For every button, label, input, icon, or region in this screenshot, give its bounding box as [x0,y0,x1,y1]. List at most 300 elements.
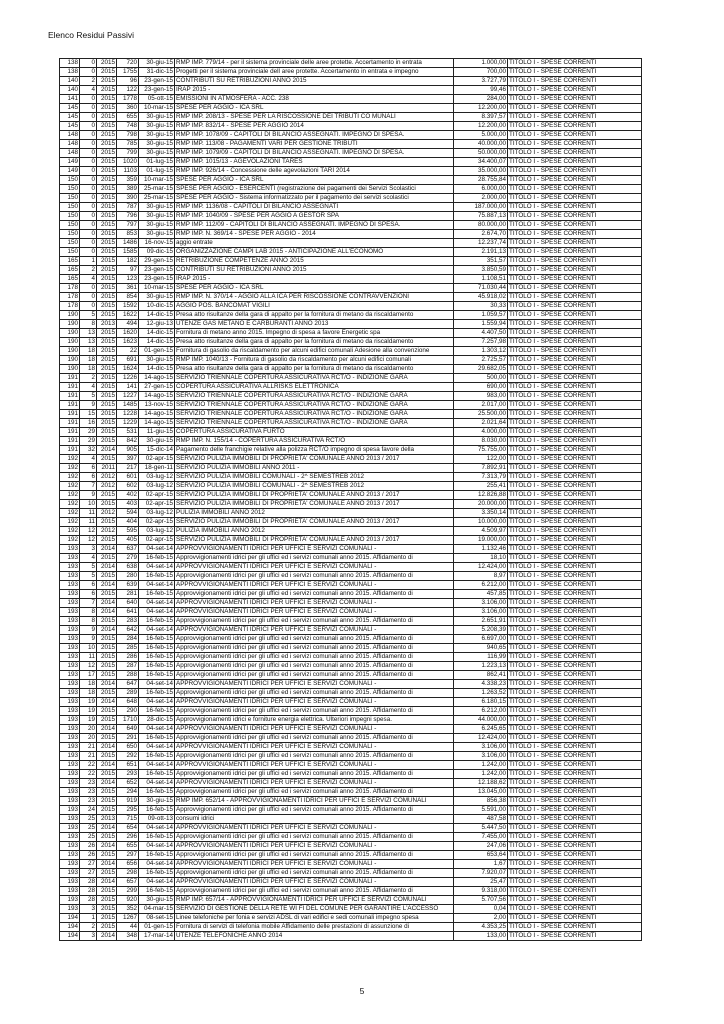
anno-cell: 2015 [97,266,117,275]
data-cell: 10-dic-15 [139,302,175,311]
descrizione-cell: RMP IMP. 779/14 - per il sistema provinciale delle aree protette. Accertamento in entrata [175,59,454,68]
titolo-cell: TITOLO I - SPESE CORRENTI [508,212,642,221]
anno-cell: 2015 [97,644,117,653]
table-row [60,842,642,851]
table-row [60,149,642,158]
table-row [60,536,642,545]
descrizione-cell: Approvvigionamenti idrici per gli uffici ed i servizi comunali anno 2015. Affidamento di [175,887,454,896]
descrizione-cell: Approvvigionamenti idrici per gli uffici ed i servizi comunali anno 2015. Affidamento di [175,806,454,815]
titolo-cell: TITOLO I - SPESE CORRENTI [508,797,642,806]
data-cell: 16-feb-15 [139,887,175,896]
anno-cell: 2014 [97,698,117,707]
descrizione-cell: Presa atto risultanze della gara di appalto per la fornitura di metano da riscaldamento [175,311,454,320]
anno-cell: 2015 [97,716,117,725]
impegno-cell: 397 [117,455,139,464]
anno-cell: 2015 [97,896,117,905]
impegno-cell: 642 [117,626,139,635]
articolo-cell: 32 [80,446,97,455]
descrizione-cell: Approvvigionamenti idrici per gli uffici ed i servizi comunali anno 2015. Affidamento di [175,653,454,662]
articolo-cell: 4 [80,383,97,392]
table-row [60,500,642,509]
anno-cell: 2012 [97,482,117,491]
capitolo-cell: 150 [60,239,80,248]
data-cell: 05-ott-15 [139,95,175,104]
articolo-cell: 3 [80,932,97,941]
table-row [60,860,642,869]
titolo-cell: TITOLO I - SPESE CORRENTI [508,698,642,707]
importo-cell: 12.200,00 [454,104,508,113]
table-row [60,905,642,914]
residui-table [59,58,642,941]
anno-cell: 2015 [97,194,117,203]
anno-cell: 2013 [97,320,117,329]
data-cell: 16-nov-15 [139,239,175,248]
impegno-cell: 785 [117,140,139,149]
titolo-cell: TITOLO I - SPESE CORRENTI [508,266,642,275]
capitolo-cell: 192 [60,473,80,482]
descrizione-cell: RMP IMP. 832/14 - SPESE PER AGGIO 2014 [175,122,454,131]
table-row [60,509,642,518]
data-cell: 23-gen-15 [139,266,175,275]
importo-cell: 856,38 [454,797,508,806]
articolo-cell: 0 [80,158,97,167]
importo-cell: 4.353,25 [454,923,508,932]
articolo-cell: 4 [80,275,97,284]
titolo-cell: TITOLO I - SPESE CORRENTI [508,590,642,599]
data-cell: 16-feb-15 [139,572,175,581]
importo-cell: 5.707,56 [454,896,508,905]
articolo-cell: 5 [80,392,97,401]
importo-cell: 5.447,50 [454,824,508,833]
anno-cell: 2015 [97,806,117,815]
descrizione-cell: Approvvigionamenti idrici per gli uffici ed i servizi comunali anno 2015. Affidamento di [175,869,454,878]
descrizione-cell: SERVIZIO TRIENNALE COPERTURA ASSICURATIVA RCT/O - INDIZIONE GARA [175,392,454,401]
titolo-cell: TITOLO I - SPESE CORRENTI [508,554,642,563]
importo-cell: 12.237,74 [454,239,508,248]
table-row [60,194,642,203]
anno-cell: 2015 [97,833,117,842]
impegno-cell: 359 [117,176,139,185]
descrizione-cell: SERVIZIO TRIENNALE COPERTURA ASSICURATIVA RCT/O - INDIZIONE GARA [175,401,454,410]
titolo-cell: TITOLO I - SPESE CORRENTI [508,680,642,689]
capitolo-cell: 141 [60,95,80,104]
importo-cell: 457,85 [454,590,508,599]
capitolo-cell: 193 [60,671,80,680]
data-cell: 16-feb-15 [139,752,175,761]
articolo-cell: 27 [80,860,97,869]
data-cell: 30-giu-15 [139,140,175,149]
capitolo-cell: 178 [60,302,80,311]
articolo-cell: 4 [80,455,97,464]
articolo-cell: 28 [80,878,97,887]
importo-cell: 7.455,00 [454,833,508,842]
impegno-cell: 648 [117,698,139,707]
capitolo-cell: 148 [60,131,80,140]
descrizione-cell: APPROVVIGIONAMENTI IDRICI PER UFFICI E SERVIZI COMUNALI - [175,743,454,752]
data-cell: 27-gen-15 [139,383,175,392]
data-cell: 30-giu-15 [139,113,175,122]
capitolo-cell: 192 [60,536,80,545]
titolo-cell: TITOLO I - SPESE CORRENTI [508,662,642,671]
articolo-cell: 12 [80,527,97,536]
articolo-cell: 27 [80,869,97,878]
importo-cell: 6.180,15 [454,698,508,707]
data-cell: 02-apr-15 [139,455,175,464]
data-cell: 04-set-14 [139,761,175,770]
data-cell: 04-mar-15 [139,905,175,914]
articolo-cell: 0 [80,221,97,230]
descrizione-cell: APPROVVIGIONAMENTI IDRICI PER UFFICI E SERVIZI COMUNALI - [175,698,454,707]
table-row [60,680,642,689]
descrizione-cell: Approvvigionamenti idrici per gli uffici ed i servizi comunali anno 2015. Affidamento di [175,572,454,581]
articolo-cell: 18 [80,347,97,356]
articolo-cell: 23 [80,797,97,806]
impegno-cell: 842 [117,437,139,446]
articolo-cell: 12 [80,662,97,671]
impegno-cell: 297 [117,851,139,860]
importo-cell: 3.106,00 [454,608,508,617]
titolo-cell: TITOLO I - SPESE CORRENTI [508,761,642,770]
table-row [60,671,642,680]
impegno-cell: 640 [117,599,139,608]
descrizione-cell: SERVIZIO TRIENNALE COPERTURA ASSICURATIVA RCT/O - INDIZIONE GARA [175,419,454,428]
articolo-cell: 29 [80,437,97,446]
titolo-cell: TITOLO I - SPESE CORRENTI [508,626,642,635]
table-row [60,203,642,212]
importo-cell: 1.108,51 [454,275,508,284]
table-row [60,437,642,446]
descrizione-cell: Approvvigionamenti idrici per gli uffici ed i servizi comunali anno 2015. Affidamento di [175,635,454,644]
data-cell: 09-dic-15 [139,248,175,257]
titolo-cell: TITOLO I - SPESE CORRENTI [508,293,642,302]
data-cell: 12-giu-13 [139,320,175,329]
descrizione-cell: RMP IMP. N. 370/14 - AGGIO ALLA ICA PER RISCOSSIONE CONTRAVVENZIONI [175,293,454,302]
anno-cell: 2014 [97,824,117,833]
table-row [60,104,642,113]
table-row [60,284,642,293]
data-cell: 16-feb-15 [139,707,175,716]
data-cell: 30-giu-15 [139,203,175,212]
table-row [60,734,642,743]
anno-cell: 2014 [97,842,117,851]
articolo-cell: 0 [80,248,97,257]
anno-cell: 2015 [97,401,117,410]
articolo-cell: 21 [80,752,97,761]
data-cell: 13-nov-15 [139,401,175,410]
articolo-cell: 25 [80,833,97,842]
importo-cell: 10.000,00 [454,518,508,527]
importo-cell: 5.208,39 [454,626,508,635]
data-cell: 04-set-14 [139,824,175,833]
descrizione-cell: RETRIBUZIONE COMPETENZE ANNO 2015 [175,257,454,266]
impegno-cell: 286 [117,653,139,662]
descrizione-cell: RMP IMP. 652/14 - APPROVVIGIONAMENTI IDRICI PER UFFICI E SERVIZI COMUNALI [175,797,454,806]
impegno-cell: 296 [117,833,139,842]
data-cell: 14-ago-15 [139,392,175,401]
descrizione-cell: Approvvigionamenti idrici per gli uffici ed i servizi comunali anno 2015. Affidamento di [175,554,454,563]
titolo-cell: TITOLO I - SPESE CORRENTI [508,824,642,833]
page-number: 5 [359,986,365,996]
impegno-cell: 352 [117,905,139,914]
data-cell: 04-set-14 [139,698,175,707]
articolo-cell: 13 [80,338,97,347]
titolo-cell: TITOLO I - SPESE CORRENTI [508,59,642,68]
anno-cell: 2015 [97,356,117,365]
importo-cell: 29.682,05 [454,365,508,374]
capitolo-cell: 193 [60,743,80,752]
table-row [60,581,642,590]
anno-cell: 2015 [97,905,117,914]
articolo-cell: 6 [80,464,97,473]
capitolo-cell: 193 [60,761,80,770]
anno-cell: 2014 [97,563,117,572]
descrizione-cell: COPERTURA ASSICURATIVA FURTO [175,428,454,437]
data-cell: 18-gen-11 [139,464,175,473]
capitolo-cell: 190 [60,347,80,356]
importo-cell: 4.338,23 [454,680,508,689]
titolo-cell: TITOLO I - SPESE CORRENTI [508,410,642,419]
data-cell: 16-feb-15 [139,653,175,662]
data-cell: 16-feb-15 [139,806,175,815]
titolo-cell: TITOLO I - SPESE CORRENTI [508,374,642,383]
capitolo-cell: 145 [60,113,80,122]
capitolo-cell: 192 [60,518,80,527]
descrizione-cell: APPROVVIGIONAMENTI IDRICI PER UFFICI E SERVIZI COMUNALI - [175,626,454,635]
impegno-cell: 1229 [117,419,139,428]
titolo-cell: TITOLO I - SPESE CORRENTI [508,167,642,176]
capitolo-cell: 165 [60,275,80,284]
descrizione-cell: COPERTURA ASSICURATIVA ALLRISKS ELETTRONICA [175,383,454,392]
impegno-cell: 284 [117,635,139,644]
table-row [60,158,642,167]
importo-cell: 99,46 [454,86,508,95]
capitolo-cell: 138 [60,59,80,68]
impegno-cell: 639 [117,581,139,590]
descrizione-cell: Linee telefoniche per fonia e servizi ADSL di vari edifici e sedi comunali impegno spesa [175,914,454,923]
table-row [60,77,642,86]
impegno-cell: 652 [117,779,139,788]
anno-cell: 2015 [97,797,117,806]
table-row [60,851,642,860]
articolo-cell: 6 [80,581,97,590]
titolo-cell: TITOLO I - SPESE CORRENTI [508,914,642,923]
impegno-cell: 217 [117,464,139,473]
descrizione-cell: SERVIZIO PULIZIA IMMOBILI ANNO 2011 - [175,464,454,473]
table-row [60,59,642,68]
anno-cell: 2015 [97,752,117,761]
capitolo-cell: 193 [60,698,80,707]
importo-cell: 75.887,13 [454,212,508,221]
impegno-cell: 748 [117,122,139,131]
articolo-cell: 0 [80,122,97,131]
titolo-cell: TITOLO I - SPESE CORRENTI [508,131,642,140]
table-row [60,122,642,131]
anno-cell: 2015 [97,770,117,779]
descrizione-cell: consumi idrici [175,815,454,824]
anno-cell: 2015 [97,419,117,428]
impegno-cell: 1624 [117,365,139,374]
importo-cell: 71.030,44 [454,284,508,293]
capitolo-cell: 165 [60,257,80,266]
importo-cell: 6.697,00 [454,635,508,644]
data-cell: 04-set-14 [139,779,175,788]
importo-cell: 12.188,62 [454,779,508,788]
data-cell: 04-set-14 [139,725,175,734]
table-row [60,608,642,617]
importo-cell: 2.017,00 [454,401,508,410]
descrizione-cell: RMP IMP. 926/14 - Concessione delle agevolazioni TARI 2014 [175,167,454,176]
importo-cell: 44.000,00 [454,716,508,725]
anno-cell: 2015 [97,212,117,221]
titolo-cell: TITOLO I - SPESE CORRENTI [508,473,642,482]
anno-cell: 2015 [97,536,117,545]
importo-cell: 940,65 [454,644,508,653]
titolo-cell: TITOLO I - SPESE CORRENTI [508,500,642,509]
titolo-cell: TITOLO I - SPESE CORRENTI [508,185,642,194]
importo-cell: 2.725,57 [454,356,508,365]
impegno-cell: 796 [117,212,139,221]
anno-cell: 2015 [97,149,117,158]
anno-cell: 2015 [97,284,117,293]
capitolo-cell: 191 [60,374,80,383]
anno-cell: 2015 [97,392,117,401]
impegno-cell: 657 [117,878,139,887]
data-cell: 14-dic-15 [139,329,175,338]
descrizione-cell: Approvvigionamenti idrici per gli uffici ed i servizi comunali anno 2015. Affidamento di [175,833,454,842]
data-cell: 15-dic-14 [139,446,175,455]
table-row [60,230,642,239]
impegno-cell: 1228 [117,410,139,419]
importo-cell: 653,64 [454,851,508,860]
table-row [60,419,642,428]
capitolo-cell: 192 [60,482,80,491]
descrizione-cell: APPROVVIGIONAMENTI IDRICI PER UFFICI E SERVIZI COMUNALI - [175,725,454,734]
articolo-cell: 0 [80,194,97,203]
impegno-cell: 1226 [117,374,139,383]
capitolo-cell: 138 [60,68,80,77]
table-row [60,176,642,185]
importo-cell: 4.509,97 [454,527,508,536]
capitolo-cell: 193 [60,563,80,572]
data-cell: 10-mar-15 [139,176,175,185]
descrizione-cell: RMP IMP. N. 155/14 - COPERTURA ASSICURATIVA RCT/O [175,437,454,446]
anno-cell: 2012 [97,473,117,482]
descrizione-cell: CONTRIBUTI SU RETRIBUZIONI ANNO 2015 [175,266,454,275]
table-row [60,410,642,419]
anno-cell: 2015 [97,869,117,878]
descrizione-cell: Fornitura di gasolio da riscaldamento per alcuni edifici comunali Adesione alla convenzione [175,347,454,356]
articolo-cell: 19 [80,698,97,707]
capitolo-cell: 150 [60,194,80,203]
data-cell: 23-gen-15 [139,275,175,284]
capitolo-cell: 192 [60,491,80,500]
descrizione-cell: Approvvigionamenti idrici per gli uffici ed i servizi comunali anno 2015. Affidamento di [175,752,454,761]
data-cell: 03-lug-12 [139,482,175,491]
capitolo-cell: 140 [60,86,80,95]
anno-cell: 2015 [97,176,117,185]
importo-cell: 247,06 [454,842,508,851]
descrizione-cell: Approvvigionamenti idrici e forniture energia elettrica. Ulteriori impegni spesa. [175,716,454,725]
table-row [60,68,642,77]
data-cell: 04-set-14 [139,545,175,554]
capitolo-cell: 193 [60,833,80,842]
impegno-cell: 1623 [117,338,139,347]
descrizione-cell: APPROVVIGIONAMENTI IDRICI PER UFFICI E SERVIZI COMUNALI - [175,824,454,833]
articolo-cell: 19 [80,707,97,716]
table-row [60,527,642,536]
descrizione-cell: CONTRIBUTI SU RETRIBUZIONI ANNO 2015 [175,77,454,86]
importo-cell: 18,10 [454,554,508,563]
articolo-cell: 22 [80,770,97,779]
data-cell: 28-dic-15 [139,716,175,725]
articolo-cell: 0 [80,131,97,140]
descrizione-cell: SPESE PER AGGIO - ICA SRL [175,176,454,185]
impegno-cell: 1585 [117,248,139,257]
table-row [60,914,642,923]
titolo-cell: TITOLO I - SPESE CORRENTI [508,176,642,185]
articolo-cell: 8 [80,608,97,617]
anno-cell: 2015 [97,275,117,284]
descrizione-cell: RMP IMP. 1040/09 - SPESE PER AGGIO A GESTOR SPA [175,212,454,221]
data-cell: 16-feb-15 [139,770,175,779]
table-row [60,347,642,356]
impegno-cell: 655 [117,113,139,122]
data-cell: 16-feb-15 [139,554,175,563]
importo-cell: 5.000,00 [454,131,508,140]
table-row [60,311,642,320]
impegno-cell: 405 [117,536,139,545]
capitolo-cell: 150 [60,248,80,257]
titolo-cell: TITOLO I - SPESE CORRENTI [508,815,642,824]
anno-cell: 2014 [97,932,117,941]
importo-cell: 5.591,00 [454,806,508,815]
data-cell: 16-feb-15 [139,869,175,878]
anno-cell: 2015 [97,248,117,257]
data-cell: 02-apr-15 [139,491,175,500]
descrizione-cell: SERVIZIO TRIENNALE COPERTURA ASSICURATIVA RCT/O - INDIZIONE GARA [175,410,454,419]
impegno-cell: 1485 [117,401,139,410]
anno-cell: 2015 [97,788,117,797]
table-row [60,779,642,788]
importo-cell: 20.000,00 [454,500,508,509]
capitolo-cell: 191 [60,419,80,428]
capitolo-cell: 148 [60,149,80,158]
anno-cell: 2015 [97,707,117,716]
impegno-cell: 1710 [117,716,139,725]
descrizione-cell: APPROVVIGIONAMENTI IDRICI PER UFFICI E SERVIZI COMUNALI - [175,608,454,617]
data-cell: 01-lug-15 [139,167,175,176]
descrizione-cell: APPROVVIGIONAMENTI IDRICI PER UFFICI E SERVIZI COMUNALI - [175,779,454,788]
table-row [60,482,642,491]
capitolo-cell: 192 [60,509,80,518]
capitolo-cell: 193 [60,608,80,617]
capitolo-cell: 193 [60,905,80,914]
importo-cell: 1.000,00 [454,59,508,68]
descrizione-cell: IRAP 2015 - [175,86,454,95]
impegno-cell: 650 [117,743,139,752]
data-cell: 23-gen-15 [139,86,175,95]
impegno-cell: 854 [117,293,139,302]
data-cell: 30-giu-15 [139,59,175,68]
titolo-cell: TITOLO I - SPESE CORRENTI [508,86,642,95]
titolo-cell: TITOLO I - SPESE CORRENTI [508,158,642,167]
titolo-cell: TITOLO I - SPESE CORRENTI [508,509,642,518]
articolo-cell: 25 [80,824,97,833]
titolo-cell: TITOLO I - SPESE CORRENTI [508,887,642,896]
titolo-cell: TITOLO I - SPESE CORRENTI [508,311,642,320]
capitolo-cell: 193 [60,653,80,662]
impegno-cell: 281 [117,590,139,599]
